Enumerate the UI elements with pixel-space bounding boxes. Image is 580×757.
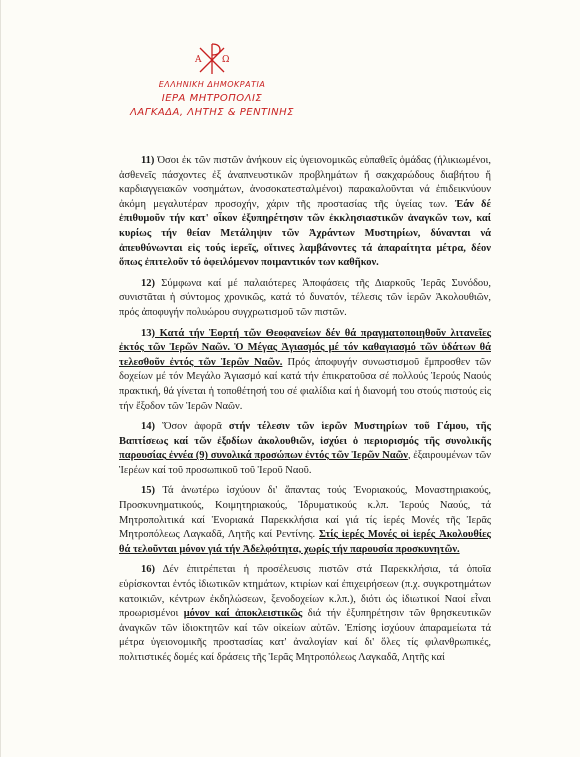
paragraph-number: 11) (141, 155, 155, 166)
paragraph-bold-underlined-text: μόνον καί ἀποκλειστικῶς (183, 608, 303, 620)
document-body (119, 154, 491, 672)
header-line-3: ΛΑΓΚΑΔΑ, ΛΗΤΗΣ & ΡΕΝΤΙΝΗΣ (130, 107, 294, 118)
paragraph-13 (119, 327, 491, 415)
svg-text:Ω: Ω (222, 55, 230, 65)
paragraph-number: 14) (141, 421, 155, 433)
paragraph-text: Ὅσον ἀφορᾶ (155, 421, 229, 433)
paragraph-bold-text: στήν τέλεσιν τῶν ἱερῶν Μυστηρίων τοῦ Γάμου, τῆς Βαπτίσεως καί τῶν ἐξοδίων ἀκολουθιῶν, ἰσχύει ὁ περιορισμός τῆς συνολικῆς (119, 421, 491, 447)
paragraph-number: 15) (141, 485, 155, 497)
paragraph-15 (119, 484, 491, 557)
paragraph-text: Τά ἀνωτέρω ἰσχύουν δι' ἅπαντας τούς Ἐνοριακούς, Μοναστηριακούς, Προσκυνηματικούς, Κοιμητηριακούς, Ἱδρυματικούς κ.λπ. Ἱερούς Ναούς, τά Μητροπολιτικά καί Ἐνοριακά Παρεκκλήσια καί γιά τίς ἱερές Μονές τῆς Ἱερᾶς Μητροπόλεως Λαγκαδᾶ, Λητῆς καί Ρεντίνης. (119, 485, 491, 541)
paragraph-text: Δέν ἐπιτρέπεται ἡ προσέλευσις πιστῶν στά Παρεκκλήσια, τά ὁποῖα εὑρίσκονται ἐντός ἰδιωτικῶν κτημάτων, κτιρίων καί ἐπιχειρήσεων (π.χ. συγκροτημάτων κατοικιῶν, κέντρων ἐκδηλώσεων, ξενοδοχείων κ.λπ.), διότι ὡς ἰδιωτικοί Ναοί εἶναι προωρισμένοι (119, 564, 491, 620)
letterhead (97, 40, 327, 120)
paragraph-text: Πρός ἀποφυγήν συνωστισμοῦ ἔμπροσθεν τῶν δοχείων μέ τόν Μεγάλο Ἁγιασμό καί κατά τήν ἐπικρατοῦσα σέ πολλούς Ἱερούς Ναούς πρακτική, θά γίνεται ἡ τοποθέτησή του σέ φιαλίδια καί ἡ διανομή του στούς πιστούς εἰς τήν ἔξοδον τῶν Ἱερῶν Ναῶν. (119, 356, 492, 412)
paragraph-text: διά τήν ἐξυπηρέτησιν τῶν θρησκευτικῶν ἀναγκῶν τῶν ἰδιοκτητῶν καί τῶν οἰκείων αὐτῶν. Ἐπίσης ἰσχύουν ἀπαραμείωτα τά μέτρα ὑγειονομικῆς προστασίας κατ' ἀναλογίαν καί δι' ὅλες τίς φιλανθρωπικές, πολιτιστικές δομές καί δράσεις τῆς Ἱερᾶς Μητροπόλεως Λαγκαδᾶ, Λητῆς καί (119, 608, 491, 663)
paragraph-bold-underlined-text: Στίς ἱερές Μονές οἱ ἱερές Ἀκολουθίες θά τελοῦνται μόνον γιά τήν Ἀδελφότητα, χωρίς τήν παρουσία προσκυνητῶν. (119, 529, 491, 555)
svg-text:A: A (195, 55, 202, 65)
header-line-2: ΙΕΡΑ ΜΗΤΡΟΠΟΛΙΣ (161, 93, 263, 104)
paragraph-12 (119, 277, 491, 321)
paragraph-bold-underlined-text: παρουσίας ἐννέα (9) συνολικά προσώπων ἐντός τῶν Ἱερῶν Ναῶν (119, 450, 408, 462)
paragraph-bold-text: Ἐάν δέ ἐπιθυμοῦν τήν κατ' οἶκον ἐξυπηρέτησιν τῶν ἐκκλησιαστικῶν ἀναγκῶν των, καί κυρίως τήν θείαν Μετάληψιν τῶν Ἀχράντων Μυστηρίων, δύνανται νά ἀπευθύνωνται εἰς τούς ἱερεῖς, οἵτινες λαμβάνοντες τά ἀπαραίτητα μέτρα, δέον ὅπως ἐπιτελοῦν τό ὀφειλόμενον ποιμαντικόν των καθῆκον. (119, 198, 491, 269)
paragraph-14 (119, 420, 491, 478)
paragraph-number: 16) (141, 564, 155, 576)
paragraph-number: 13) (141, 327, 155, 339)
paragraph-text: , ἐξαιρουμένων τῶν Ἱερέων καί τοῦ προσωπικοῦ τοῦ Ἱεροῦ Ναοῦ. (119, 450, 491, 476)
paragraph-number: 12) (141, 277, 155, 289)
paragraph-11 (119, 154, 491, 271)
chi-rho-alpha-omega-icon (192, 40, 232, 76)
paragraph-text: Όσοι ἐκ τῶν πιστῶν ἀνήκουν εἰς ὑγειονομικῶς εὐπαθεῖς ὁμάδας (ἡλικιωμένοι, ἀσθενεῖς πάσχοντες ἐξ ἀναπνευστικῶν προβλημάτων ἤ σακχαρώδους διαβήτου ἤ καρδιαγγειακῶν νοσημάτων, ἀνοσοκατεσταλμένοι) παρακαλοῦνται νά ἐπιδεικνύουν ἀκόμη μεγαλυτέραν προσοχήν, χάριν τῆς προστασίας τῆς ὑγείας των. (119, 155, 491, 210)
paragraph-16 (119, 563, 491, 665)
paragraph-bold-underlined-text: Κατά τήν Ἑορτή τῶν Θεοφανείων δέν θά πραγματοποιηθοῦν λιτανεῖες ἐκτός τῶν Ἱερῶν Ναῶν. Ὁ Μέγας Ἁγιασμός μέ τόν καθαγιασμό τῶν ὑδάτων θά τελεσθοῦν ἐντός τῶν Ἱερῶν Ναῶν. (119, 327, 491, 368)
paragraph-text: Σύμφωνα καί μέ παλαιότερες Ἀποφάσεις τῆς Διαρκοῦς Ἱερᾶς Συνόδου, συνιστᾶται ἡ σύντομος χρονικῶς, κατά τό δυνατόν, τέλεσις τῶν ἱερῶν Ἀκολουθιῶν, πρός ἀποφυγήν πολυώρου συγχρωτισμοῦ τῶν πιστῶν. (119, 277, 491, 318)
header-line-1: ΕΛΛΗΝΙΚΗ ΔΗΜΟΚΡΑΤΙΑ (158, 80, 266, 89)
